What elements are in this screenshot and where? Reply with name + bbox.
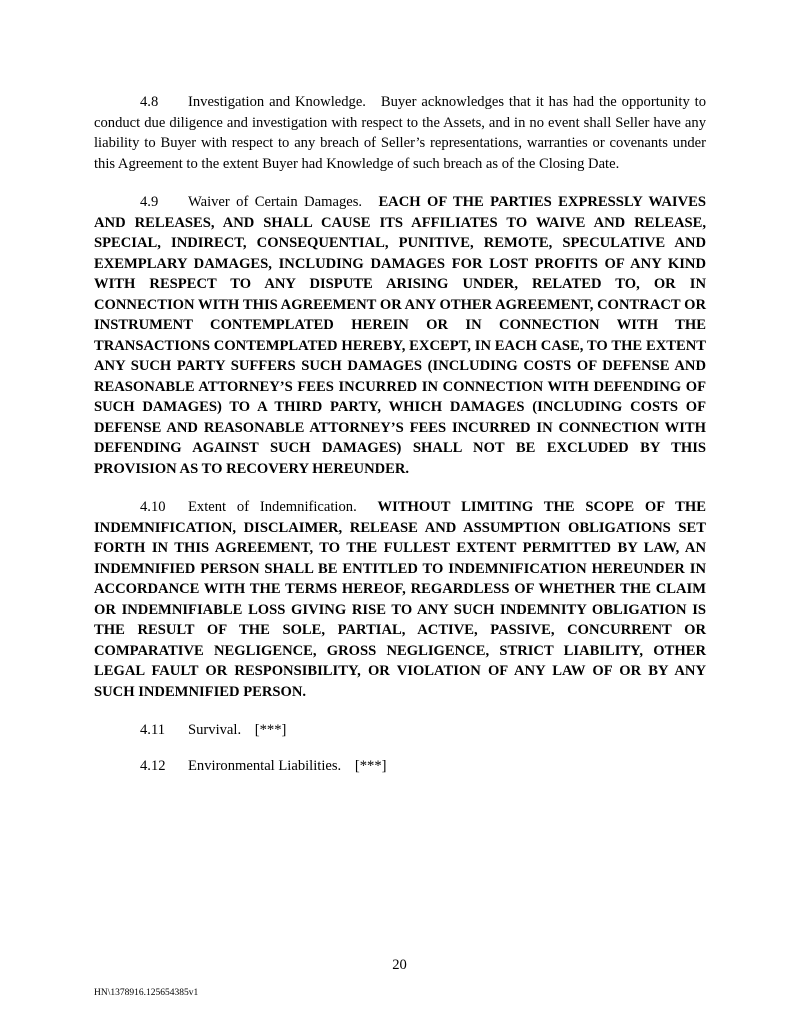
section-4-9 bbox=[94, 192, 706, 479]
document-page bbox=[94, 92, 706, 791]
section-body: [***] bbox=[254, 722, 287, 738]
section-body: EACH OF THE PARTIES EXPRESSLY WAIVES AND RELEASES, AND SHALL CAUSE ITS AFFILIATES TO WAIVE AND RELEASE, SPECIAL, INDIRECT, CONSEQUENTIAL, PUNITIVE, REMOTE, SPECULATIVE AND EXEMPLARY DAMAGES, INCLUDING DAMAGES FOR LOST PROFITS OF ANY KIND WITH RESPECT TO ANY DISPUTE ARISING UNDER, RELATED TO, OR IN CONNECTION WITH THIS AGREEMENT OR ANY OTHER AGREEMENT, CONTRACT OR INSTRUMENT CONTEMPLATED HEREIN OR IN CONNECTION WITH THE TRANSACTIONS CONTEMPLATED HEREBY, EXCEPT, IN EACH CASE, TO THE EXTENT ANY SUCH PARTY SUFFERS SUCH DAMAGES (INCLUDING COSTS OF DEFENSE AND REASONABLE ATTORNEY’S FEES INCURRED IN CONNECTION WITH DEFENDING OF SUCH DAMAGES) TO A THIRD PARTY, WHICH DAMAGES (INCLUDING COSTS OF DEFENSE AND REASONABLE ATTORNEY’S FEES INCURRED IN CONNECTION WITH DEFENDING AGAINST SUCH DAMAGES) SHALL NOT BE EXCLUDED BY THIS PROVISION AS TO RECOVERY HEREUNDER. bbox=[94, 194, 706, 477]
section-heading: Waiver of Certain Damages. bbox=[188, 194, 363, 210]
section-body: WITHOUT LIMITING THE SCOPE OF THE INDEMNIFICATION, DISCLAIMER, RELEASE AND ASSUMPTION OBLIGATIONS SET FORTH IN THIS AGREEMENT, TO THE FULLEST EXTENT PERMITTED BY LAW, AN INDEMNIFIED PERSON SHALL BE ENTITLED TO INDEMNIFICATION HEREUNDER IN ACCORDANCE WITH THE TERMS HEREOF, REGARDLESS OF WHETHER THE CLAIM OR INDEMNIFIABLE LOSS GIVING RISE TO ANY SUCH INDEMNITY OBLIGATION IS THE RESULT OF THE SOLE, PARTIAL, ACTIVE, PASSIVE, CONCURRENT OR COMPARATIVE NEGLIGENCE, GROSS NEGLIGENCE, STRICT LIABILITY, OTHER LEGAL FAULT OR RESPONSIBILITY, OR VIOLATION OF ANY LAW OF OR BY ANY SUCH INDEMNIFIED PERSON. bbox=[94, 499, 706, 700]
page-number: 20 bbox=[392, 957, 407, 973]
section-body: [***] bbox=[354, 757, 387, 774]
section-number: 4.9 bbox=[140, 194, 159, 210]
section-4-8 bbox=[94, 92, 706, 174]
document-id: HN\1378916.125654385v1 bbox=[94, 988, 199, 998]
section-4-11 bbox=[140, 720, 706, 741]
section-heading: Investigation and Knowledge. bbox=[188, 94, 366, 110]
section-number: 4.12 bbox=[140, 757, 166, 774]
section-number: 4.8 bbox=[140, 94, 159, 110]
section-4-12 bbox=[140, 756, 706, 777]
section-body: Buyer acknowledges that it has had the opportunity to conduct due diligence and investigation with respect to the Assets, and in no event shall Seller have any liability to Buyer with respect to any breach of Seller’s representations, warranties or covenants under this Agreement to the extent Buyer had Knowledge of such breach as of the Closing Date. bbox=[94, 94, 706, 172]
section-heading: Extent of Indemnification. bbox=[188, 499, 357, 515]
section-4-10 bbox=[94, 497, 706, 702]
section-heading: Environmental Liabilities. bbox=[188, 757, 342, 774]
section-number: 4.10 bbox=[140, 499, 166, 515]
section-number: 4.11 bbox=[140, 722, 165, 738]
section-heading: Survival. bbox=[188, 722, 242, 738]
